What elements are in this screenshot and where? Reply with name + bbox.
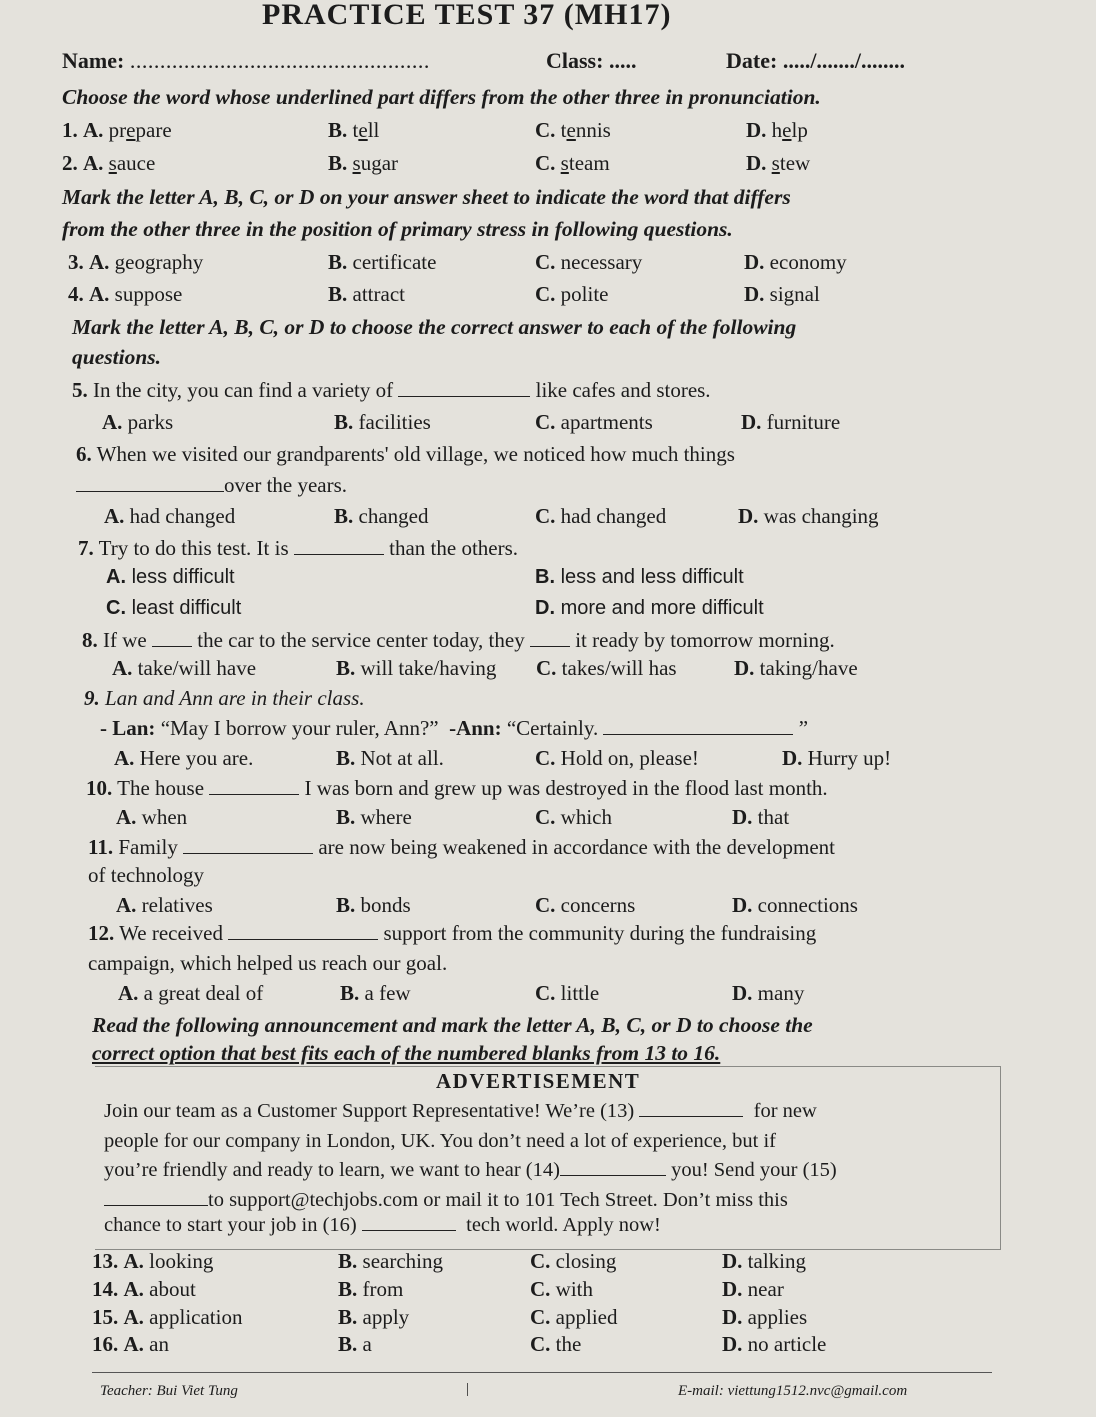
- question-number: 6.: [76, 442, 92, 466]
- question-text: Family: [118, 835, 178, 859]
- class-label: Class:: [546, 48, 604, 73]
- option-letter: A.: [123, 1277, 144, 1301]
- option-letter: D.: [744, 250, 765, 274]
- question-number: 5.: [72, 378, 88, 402]
- option-6c: had changed: [560, 504, 667, 528]
- option-9b: Not at all.: [360, 746, 444, 770]
- option-3b: certificate: [352, 250, 437, 274]
- option-13d: talking: [747, 1249, 806, 1273]
- question-text: over the years.: [224, 473, 348, 497]
- question-number: 2.: [62, 151, 78, 175]
- option-letter: D.: [741, 410, 762, 434]
- option-4d: signal: [769, 282, 820, 306]
- option-4b: attract: [352, 282, 405, 306]
- question-number: 10.: [86, 776, 113, 800]
- option-1b: tell: [352, 118, 380, 142]
- section4-instruction-line2: correct option that best fits each of the numbered blanks from 13 to 16.: [92, 1041, 721, 1065]
- option-letter: C.: [535, 805, 556, 829]
- footer-separator: |: [466, 1381, 470, 1397]
- answer-blank: [209, 776, 299, 795]
- option-13b: searching: [362, 1249, 443, 1273]
- question-text: I was born and grew up was destroyed in the flood last month.: [304, 776, 828, 800]
- option-letter: C.: [106, 597, 126, 619]
- question-text: it ready by tomorrow morning.: [575, 628, 835, 652]
- ad-text: you’re friendly and ready to learn, we want to hear (14): [104, 1159, 560, 1181]
- ad-line-1: [104, 1098, 817, 1124]
- answer-blank: [530, 628, 570, 647]
- option-letter: D.: [744, 282, 765, 306]
- option-letter: B.: [334, 504, 354, 528]
- question-number: 15.: [92, 1305, 119, 1329]
- dialogue-text: ”: [798, 716, 809, 740]
- question-number: 4.: [68, 282, 84, 306]
- ad-text: Join our team as a Customer Support Representative! We’re (13): [104, 1100, 635, 1122]
- option-letter: C.: [536, 656, 557, 680]
- option-15b: apply: [362, 1305, 410, 1329]
- blank-13: [639, 1098, 743, 1117]
- dialogue-text: “May I borrow your ruler, Ann?”: [160, 716, 439, 740]
- option-1a: prepare: [108, 118, 172, 142]
- date-label: Date:: [726, 48, 778, 73]
- option-letter: B.: [336, 656, 356, 680]
- option-7d: more and more difficult: [560, 597, 764, 619]
- option-letter: B.: [338, 1305, 358, 1329]
- option-13c: closing: [555, 1249, 617, 1273]
- option-12b: a few: [364, 981, 411, 1005]
- question-6-stem: [76, 441, 735, 467]
- option-6d: was changing: [763, 504, 879, 528]
- question-number: 1.: [62, 118, 78, 142]
- question-text: If we: [103, 628, 147, 652]
- class-dots: .....: [608, 48, 637, 73]
- option-15a: application: [149, 1305, 243, 1329]
- option-letter: C.: [535, 504, 556, 528]
- option-letter: D.: [734, 656, 755, 680]
- option-letter: D.: [732, 981, 753, 1005]
- class-field: [546, 48, 636, 74]
- option-11a: relatives: [141, 893, 213, 917]
- question-number: 11.: [88, 835, 114, 859]
- section2-instruction-line2: from the other three in the position of primary stress in following questions.: [62, 217, 733, 241]
- advertisement-title: ADVERTISEMENT: [436, 1069, 641, 1093]
- option-3c: necessary: [560, 250, 643, 274]
- question-text: Lan and Ann are in their class.: [105, 686, 365, 710]
- option-5a: parks: [127, 410, 174, 434]
- question-text: The house: [117, 776, 205, 800]
- question-5-stem: [72, 377, 711, 403]
- option-letter: B.: [535, 566, 555, 588]
- ad-line-2: people for our company in London, UK. You don’t need a lot of experience, but if: [104, 1130, 776, 1152]
- option-4c: polite: [560, 282, 609, 306]
- question-11-stem-cont: of technology: [88, 863, 205, 887]
- question-10-stem: [86, 775, 828, 801]
- option-letter: C.: [530, 1277, 551, 1301]
- option-letter: C.: [535, 410, 556, 434]
- answer-blank: [152, 628, 192, 647]
- question-7-stem: [78, 535, 518, 561]
- ad-text: for new: [753, 1100, 817, 1122]
- ad-line-4: [104, 1187, 788, 1213]
- option-letter: A.: [123, 1305, 144, 1329]
- date-field: [726, 48, 905, 74]
- speaker-lan: - Lan:: [100, 716, 156, 740]
- option-letter: D.: [732, 893, 753, 917]
- option-letter: C.: [535, 151, 556, 175]
- option-8d: taking/have: [759, 656, 858, 680]
- option-letter: D.: [746, 151, 767, 175]
- option-7a: less difficult: [131, 566, 235, 588]
- option-letter: D.: [535, 597, 555, 619]
- option-10c: which: [560, 805, 612, 829]
- section3-instruction-line2: questions.: [72, 345, 162, 369]
- option-letter: B.: [338, 1249, 358, 1273]
- option-8c: takes/will has: [561, 656, 677, 680]
- option-letter: D.: [746, 118, 767, 142]
- name-label: Name:: [62, 48, 125, 73]
- question-number: 7.: [78, 536, 94, 560]
- option-14b: from: [362, 1277, 404, 1301]
- option-letter: C.: [535, 250, 556, 274]
- answer-blank: [228, 921, 378, 940]
- option-letter: D.: [722, 1305, 743, 1329]
- option-letter: B.: [336, 893, 356, 917]
- option-letter: A.: [89, 282, 110, 306]
- ad-text: you! Send your (15): [671, 1159, 837, 1181]
- option-3d: economy: [769, 250, 847, 274]
- option-letter: B.: [338, 1332, 358, 1356]
- option-11b: bonds: [360, 893, 411, 917]
- option-letter: B.: [328, 282, 348, 306]
- option-letter: C.: [535, 118, 556, 142]
- option-2a: sauce: [108, 151, 156, 175]
- question-text: than the others.: [389, 536, 519, 560]
- option-9c: Hold on, please!: [560, 746, 699, 770]
- option-10d: that: [757, 805, 790, 829]
- section1-instruction: Choose the word whose underlined part differs from the other three in pronunciation.: [62, 85, 821, 109]
- question-9-dialogue: [100, 715, 808, 741]
- option-letter: A.: [104, 504, 125, 528]
- section4-instruction-line1: Read the following announcement and mark the letter A, B, C, or D to choose the: [92, 1013, 813, 1037]
- answer-blank: [294, 536, 384, 555]
- question-6-stem-cont: [76, 472, 347, 498]
- question-number: 13.: [92, 1249, 119, 1273]
- question-text: like cafes and stores.: [535, 378, 711, 402]
- option-14c: with: [555, 1277, 594, 1301]
- answer-blank: [603, 716, 793, 735]
- question-9-stem: [84, 685, 365, 711]
- question-text: the car to the service center today, they: [197, 628, 525, 652]
- footer-divider: [92, 1372, 992, 1373]
- question-11-stem: [88, 834, 835, 860]
- dialogue-text: “Certainly.: [506, 716, 599, 740]
- option-letter: A.: [102, 410, 123, 434]
- speaker-ann: -Ann:: [449, 716, 502, 740]
- option-2c: steam: [560, 151, 610, 175]
- option-letter: B.: [336, 746, 356, 770]
- option-letter: D.: [782, 746, 803, 770]
- option-letter: C.: [535, 746, 556, 770]
- name-dots: ..................................................: [129, 48, 430, 73]
- ad-line-5: [104, 1212, 661, 1238]
- option-2d: stew: [771, 151, 811, 175]
- option-16d: no article: [747, 1332, 827, 1356]
- question-text: When we visited our grandparents' old village, we noticed how much things: [96, 442, 735, 466]
- option-7b: less and less difficult: [560, 566, 744, 588]
- option-letter: D.: [732, 805, 753, 829]
- option-letter: C.: [530, 1249, 551, 1273]
- option-letter: A.: [112, 656, 133, 680]
- question-number: 3.: [68, 250, 84, 274]
- option-letter: B.: [328, 151, 348, 175]
- option-letter: C.: [535, 981, 556, 1005]
- name-field: [62, 48, 430, 74]
- option-letter: C.: [535, 282, 556, 306]
- option-12a: a great deal of: [143, 981, 264, 1005]
- question-number: 12.: [88, 921, 115, 945]
- option-3a: geography: [114, 250, 204, 274]
- ad-text: to support@techjobs.com or mail it to 101 Tech Street. Don’t miss this: [208, 1189, 788, 1211]
- option-8b: will take/having: [360, 656, 497, 680]
- option-letter: B.: [334, 410, 354, 434]
- option-letter: A.: [89, 250, 110, 274]
- option-letter: A.: [118, 981, 139, 1005]
- option-9a: Here you are.: [139, 746, 254, 770]
- blank-16: [362, 1212, 456, 1231]
- question-number: 16.: [92, 1332, 119, 1356]
- option-13a: looking: [149, 1249, 214, 1273]
- option-2b: sugar: [352, 151, 399, 175]
- option-letter: A.: [123, 1249, 144, 1273]
- option-letter: D.: [722, 1249, 743, 1273]
- option-letter: B.: [336, 805, 356, 829]
- question-text: We received: [119, 921, 223, 945]
- question-12-stem-cont: campaign, which helped us reach our goal.: [88, 951, 448, 975]
- blank-14: [560, 1157, 666, 1176]
- ad-line-3: [104, 1157, 837, 1183]
- option-15d: applies: [747, 1305, 808, 1329]
- option-6b: changed: [358, 504, 429, 528]
- option-letter: D.: [722, 1277, 743, 1301]
- option-12c: little: [560, 981, 600, 1005]
- option-1d: help: [771, 118, 808, 142]
- option-letter: A.: [116, 893, 137, 917]
- blank-15: [104, 1187, 208, 1206]
- option-16a: an: [149, 1332, 169, 1356]
- question-text: In the city, you can find a variety of: [93, 378, 394, 402]
- option-10b: where: [360, 805, 412, 829]
- option-letter: B.: [340, 981, 360, 1005]
- option-letter: A.: [83, 118, 104, 142]
- footer-email: E-mail: viettung1512.nvc@gmail.com: [678, 1383, 908, 1399]
- question-number: 9.: [84, 686, 100, 710]
- option-5b: facilities: [358, 410, 431, 434]
- answer-blank: [76, 473, 224, 492]
- question-text: are now being weakened in accordance with the development: [318, 835, 835, 859]
- question-text: Try to do this test. It is: [98, 536, 289, 560]
- option-letter: A.: [116, 805, 137, 829]
- answer-blank: [183, 835, 313, 854]
- option-11c: concerns: [560, 893, 636, 917]
- section3-instruction-line1: Mark the letter A, B, C, or D to choose the correct answer to each of the following: [72, 315, 797, 339]
- question-number: 8.: [82, 628, 98, 652]
- option-10a: when: [141, 805, 188, 829]
- option-11d: connections: [757, 893, 858, 917]
- option-7c: least difficult: [131, 597, 242, 619]
- option-letter: C.: [530, 1332, 551, 1356]
- option-16c: the: [555, 1332, 582, 1356]
- option-6a: had changed: [129, 504, 236, 528]
- option-8a: take/will have: [137, 656, 257, 680]
- option-letter: D.: [738, 504, 759, 528]
- option-14d: near: [747, 1277, 784, 1301]
- ad-text: tech world. Apply now!: [466, 1214, 661, 1236]
- option-letter: A.: [106, 566, 126, 588]
- option-letter: C.: [530, 1305, 551, 1329]
- answer-blank: [398, 378, 530, 397]
- question-12-stem: [88, 920, 816, 946]
- option-15c: applied: [555, 1305, 618, 1329]
- option-1c: tennis: [560, 118, 611, 142]
- option-14a: about: [149, 1277, 196, 1301]
- option-16b: a: [362, 1332, 372, 1356]
- section2-instruction-line1: Mark the letter A, B, C, or D on your answer sheet to indicate the word that differs: [62, 185, 791, 209]
- date-dots: ...../......./........: [782, 48, 906, 73]
- page-title: PRACTICE TEST 37 (MH17): [262, 0, 672, 31]
- question-number: 14.: [92, 1277, 119, 1301]
- option-4a: suppose: [114, 282, 183, 306]
- option-letter: C.: [535, 893, 556, 917]
- option-letter: D.: [722, 1332, 743, 1356]
- option-5d: furniture: [766, 410, 841, 434]
- option-5c: apartments: [560, 410, 653, 434]
- option-letter: A.: [123, 1332, 144, 1356]
- option-letter: B.: [328, 250, 348, 274]
- question-8-stem: [82, 627, 835, 653]
- option-9d: Hurry up!: [807, 746, 892, 770]
- option-letter: B.: [338, 1277, 358, 1301]
- option-letter: A.: [114, 746, 135, 770]
- question-text: support from the community during the fundraising: [383, 921, 817, 945]
- footer-teacher: Teacher: Bui Viet Tung: [100, 1383, 238, 1399]
- ad-text: chance to start your job in (16): [104, 1214, 357, 1236]
- option-letter: B.: [328, 118, 348, 142]
- option-letter: A.: [83, 151, 104, 175]
- option-12d: many: [757, 981, 805, 1005]
